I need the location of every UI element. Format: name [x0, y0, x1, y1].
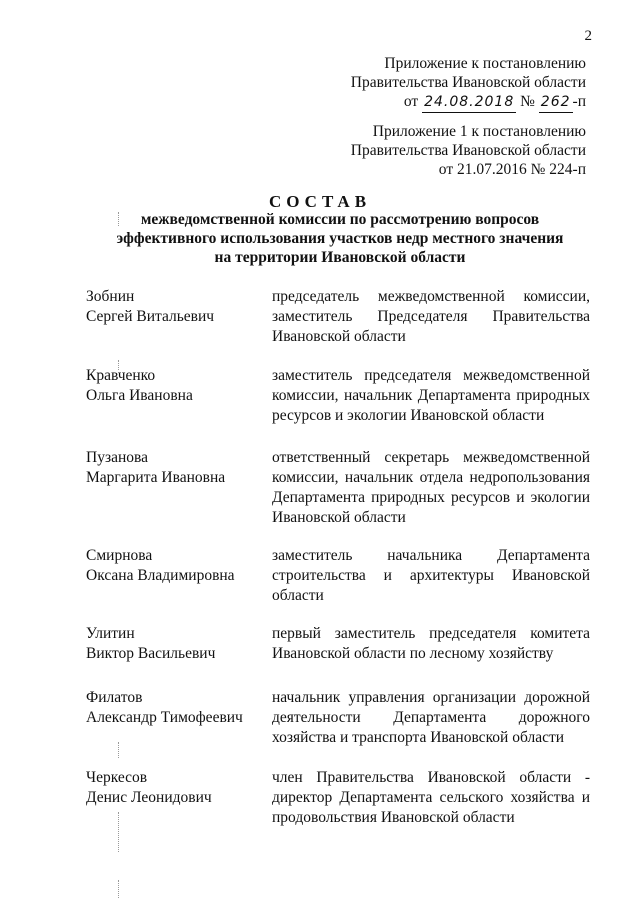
- member-given-names: Александр Тимофеевич: [86, 709, 243, 726]
- number-sign: №: [520, 93, 535, 110]
- scan-mark: [118, 212, 120, 226]
- member-role-line: заместитель начальника Департамента: [272, 547, 590, 564]
- appendix-line-2: Правительства Ивановской области: [350, 74, 586, 91]
- member-given-names: Сергей Витальевич: [86, 308, 215, 325]
- page-number: 2: [584, 28, 592, 44]
- member-surname: Черкесов: [86, 769, 148, 786]
- scan-mark: [118, 742, 120, 758]
- appendix-original-header: [351, 122, 586, 179]
- member-role-line: продовольствия Ивановской области: [272, 809, 515, 826]
- subtitle-line-3: на территории Ивановской области: [214, 249, 466, 266]
- appendix-line-1: Приложение к постановлению: [384, 55, 586, 72]
- member-role: [272, 546, 590, 606]
- number-suffix: -п: [572, 93, 586, 110]
- member-name: [86, 366, 256, 406]
- member-role-line: Ивановской области: [272, 328, 406, 345]
- original-line-2: Правительства Ивановской области: [350, 142, 586, 159]
- member-role-line: начальник управления организации дорожной: [272, 689, 590, 706]
- member-role-line: заместитель председателя межведомственной: [272, 367, 590, 384]
- member-role-line: председатель межведомственной комиссии,: [272, 288, 590, 305]
- original-line-1: Приложение 1 к постановлению: [372, 123, 586, 140]
- member-role-line: строительства и архитектуры Ивановской: [272, 567, 590, 584]
- prefix-from: от: [403, 93, 419, 110]
- member-role-line: Ивановской области: [272, 509, 406, 526]
- member-role: [272, 768, 590, 828]
- member-role-line: первый заместитель председателя комитета: [272, 625, 590, 642]
- member-surname: Зобнин: [86, 288, 135, 305]
- member-role-line: член Правительства Ивановской области -: [272, 769, 590, 786]
- member-given-names: Оксана Владимировна: [86, 567, 235, 584]
- member-given-names: Ольга Ивановна: [86, 387, 193, 404]
- member-name: [86, 287, 256, 327]
- member-role-line: области: [272, 587, 324, 604]
- member-role: [272, 624, 590, 664]
- member-role: [272, 287, 590, 347]
- member-role-line: заместитель Председателя Правительства: [272, 308, 590, 325]
- member-role-line: хозяйства и транспорта Ивановской области: [272, 729, 565, 746]
- appendix-current-header: [351, 54, 586, 113]
- original-line-3: от 21.07.2016 № 224-п: [438, 161, 586, 178]
- member-role-line: деятельности Департамента дорожного: [272, 709, 590, 726]
- member-role-line: комиссии, начальник Департамента природных: [272, 387, 590, 404]
- member-role: [272, 366, 590, 426]
- scan-mark: [118, 360, 120, 370]
- member-role-line: Департамента природных ресурсов и экологии: [272, 489, 590, 506]
- member-name: [86, 688, 256, 728]
- subtitle-line-2: эффективного использования участков недр местного значения: [116, 230, 564, 247]
- member-role-line: Ивановской области по лесному хозяйству: [272, 645, 554, 662]
- member-role: [272, 688, 590, 748]
- member-name: [86, 546, 256, 586]
- scan-mark: [118, 880, 120, 898]
- member-name: [86, 448, 256, 488]
- scan-mark: [118, 812, 120, 852]
- member-role-line: директор Департамента сельского хозяйства и: [272, 789, 590, 806]
- member-surname: Филатов: [86, 689, 143, 706]
- member-given-names: Виктор Васильевич: [86, 645, 216, 662]
- member-surname: Пузанова: [86, 449, 148, 466]
- member-name: [86, 624, 256, 664]
- member-role-line: комиссии, начальник отдела недропользования: [272, 469, 590, 486]
- member-role: [272, 448, 590, 528]
- member-surname: Смирнова: [86, 547, 153, 564]
- document-subtitle: [80, 210, 600, 267]
- member-given-names: Маргарита Ивановна: [86, 469, 226, 486]
- member-surname: Кравченко: [86, 367, 156, 384]
- handwritten-date: 24.08.2018: [422, 93, 516, 113]
- member-role-line: ответственный секретарь межведомственной: [272, 449, 590, 466]
- handwritten-number: 262: [539, 93, 573, 113]
- appendix-date-line: [351, 92, 586, 113]
- member-name: [86, 768, 256, 808]
- member-role-line: ресурсов и экологии Ивановской области: [272, 407, 545, 424]
- member-given-names: Денис Леонидович: [86, 789, 212, 806]
- subtitle-line-1: межведомственной комиссии по рассмотрению вопросов: [140, 211, 540, 228]
- member-surname: Улитин: [86, 625, 135, 642]
- document-title: СОСТАВ: [268, 192, 372, 211]
